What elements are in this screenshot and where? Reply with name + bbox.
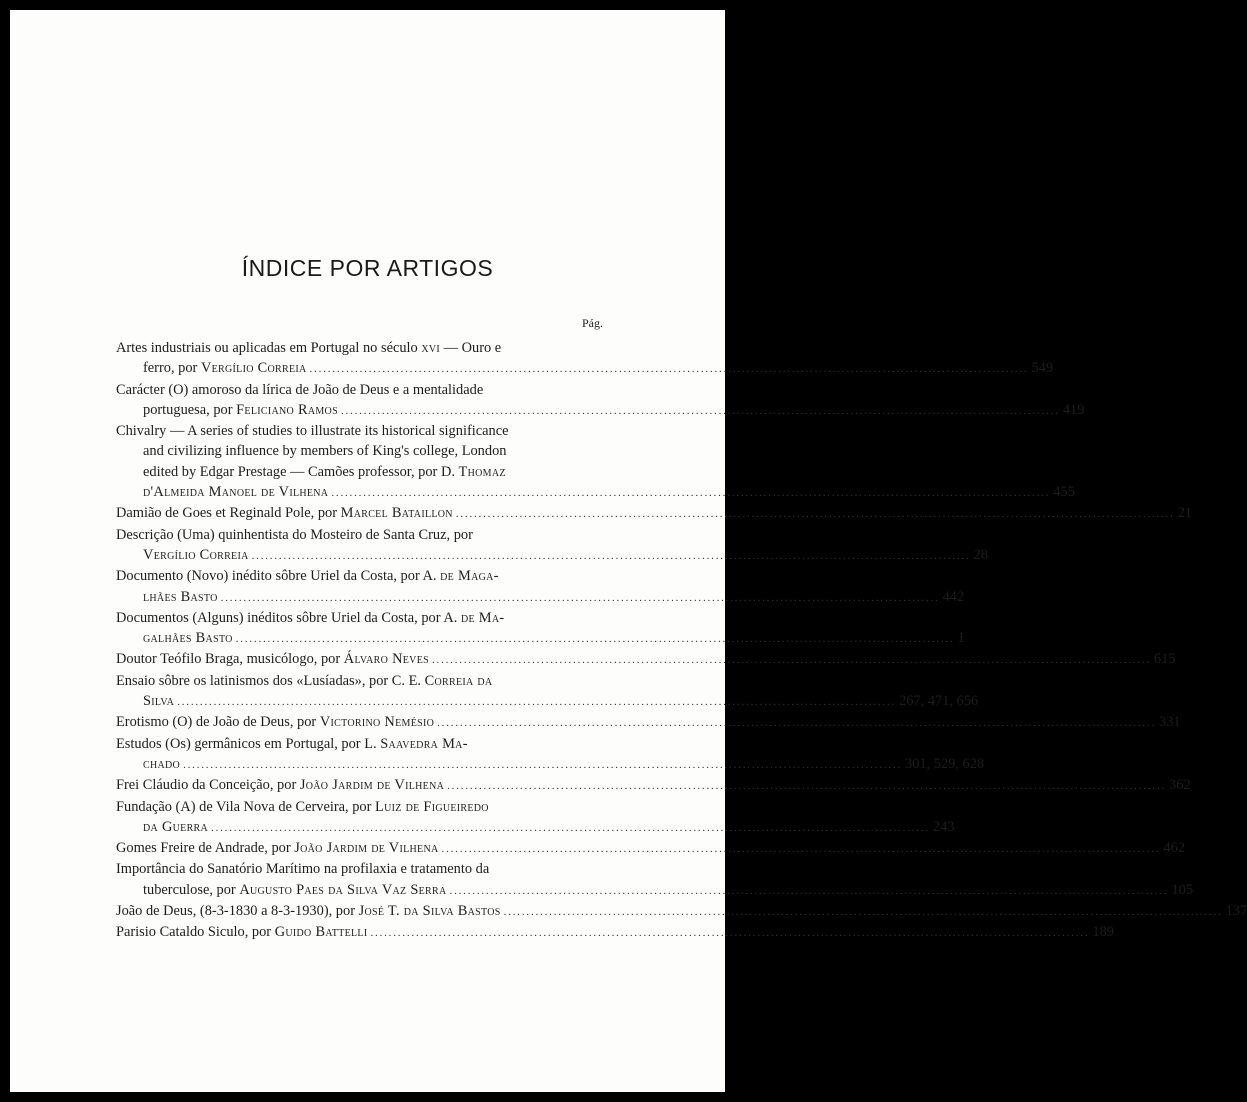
entry-text: [116, 380, 483, 400]
entry-text: [143, 880, 447, 900]
entry-text: [143, 400, 338, 420]
entry-text: [116, 338, 501, 358]
index-entry: [116, 380, 1085, 422]
dot-leader: [183, 755, 902, 775]
author-name: Augusto Paes da Silva Vaz Serra: [239, 881, 447, 898]
entry-text-segment: Parisio Cataldo Siculo, por: [116, 924, 275, 941]
entry-text-segment: tuberculose, por: [143, 881, 240, 898]
entry-line: [116, 338, 603, 358]
author-name: xvi: [421, 340, 441, 356]
entry-line: [116, 817, 955, 838]
entry-line: [116, 859, 603, 879]
entry-line: [116, 838, 1186, 859]
dot-leader: [310, 359, 1029, 379]
page-number: 362: [1169, 777, 1191, 794]
page-column-label: Pág.: [582, 316, 603, 330]
author-name: Marcel Bataillon: [340, 505, 453, 522]
entry-text-segment: Gomes Freire de Andrade, por: [116, 840, 295, 857]
entry-text-segment: Frei Cláudio da Conceição, por: [116, 777, 300, 794]
entry-line: [116, 482, 1075, 503]
entry-text-segment: Documento (Novo) inédito sôbre Uriel da Costa, por A.: [116, 568, 441, 585]
page-number: 462: [1163, 840, 1186, 857]
index-entry: [116, 734, 985, 776]
author-name: Feliciano Ramos: [236, 401, 338, 418]
page-number: 549: [1031, 360, 1054, 377]
entry-line: [116, 734, 603, 754]
index-entry: [116, 797, 955, 839]
page-number: 189: [1092, 924, 1114, 941]
entry-line: [116, 671, 603, 691]
entry-line: [116, 503, 1193, 524]
entry-line: [116, 462, 603, 482]
entry-text: [143, 754, 180, 774]
index-entry: [116, 671, 979, 713]
entry-text-segment: Chivalry — A series of studies to illustrate its historical significance: [116, 423, 509, 440]
entry-text: [143, 628, 233, 648]
entry-text: [116, 649, 429, 669]
page-number: 301, 529, 628: [904, 755, 985, 772]
entry-text: [116, 859, 489, 879]
dot-leader: [221, 588, 940, 608]
document-page: [10, 10, 1247, 1092]
page-number: 137: [1225, 903, 1247, 920]
page-number: 419: [1062, 401, 1085, 418]
index-entry: [116, 922, 1114, 943]
entry-text-segment: Estudos (Os) germânicos em Portugal, por L.: [116, 735, 381, 752]
index-entry: [116, 525, 988, 567]
author-name: da Guerra: [143, 818, 209, 835]
author-name: Saavedra Ma-: [380, 735, 468, 752]
entry-line: [116, 880, 1194, 901]
entry-text-segment: Doutor Teófilo Braga, musicólogo, por: [116, 651, 344, 668]
index-entry: [116, 649, 1176, 670]
page-number: 267, 471, 656: [899, 693, 979, 710]
entry-line: [116, 608, 603, 628]
entry-line: [116, 754, 985, 775]
dot-leader: [331, 483, 1050, 503]
entry-line: [116, 628, 965, 649]
entry-text-segment: Damião de Goes et Reginald Pole, por: [116, 505, 341, 522]
entry-text: [116, 566, 499, 586]
page-number: 442: [942, 588, 965, 605]
entry-line: [116, 901, 1247, 922]
dot-leader: [442, 839, 1161, 859]
author-name: Vergílio Correia: [143, 546, 249, 563]
index-entry: [116, 566, 965, 608]
entry-line: [116, 566, 603, 586]
entry-line: [116, 691, 979, 712]
entry-line: [116, 649, 1176, 670]
entry-text: [116, 608, 504, 628]
author-name: Luiz de Figueiredo: [375, 798, 489, 815]
index-title: ÍNDICE POR ARTIGOS: [241, 255, 494, 281]
author-name: Vergílio Correia: [200, 360, 307, 377]
entry-text-segment: ferro, por: [143, 360, 201, 377]
author-name: Thomaz: [458, 463, 506, 480]
entry-line: [116, 525, 603, 545]
entry-text: [143, 817, 208, 837]
entry-text-segment: and civilizing influence by members of King's college, London: [143, 443, 507, 460]
index-entry: [116, 901, 1247, 922]
entry-text: [143, 587, 218, 607]
dot-leader: [437, 713, 1156, 733]
entry-line: [116, 712, 1181, 733]
entry-text: [116, 421, 508, 441]
dot-leader: [252, 546, 971, 566]
entry-text-segment: Descrição (Uma) quinhentista do Mosteiro de Santa Cruz, por: [116, 526, 473, 543]
index-entry: [116, 608, 965, 650]
dot-leader: [341, 401, 1060, 421]
entry-text: [116, 901, 501, 921]
entry-text: [116, 503, 453, 523]
entry-line: [116, 775, 1191, 796]
entry-text: [116, 671, 492, 691]
index-entry: [116, 503, 1193, 524]
dot-leader: [211, 818, 930, 838]
entry-text: [116, 797, 489, 817]
page-number: 331: [1159, 714, 1181, 731]
entry-line: [116, 421, 603, 441]
entry-line: [116, 587, 965, 608]
dot-leader: [432, 650, 1151, 670]
page-number: 28: [973, 546, 988, 563]
author-name: Silva: [143, 693, 175, 710]
entry-text-segment: Artes industriais ou aplicadas em Portugal no século: [116, 340, 422, 356]
entry-text: [143, 358, 307, 378]
author-name: Guido Battelli: [274, 924, 368, 941]
page-number: 615: [1153, 651, 1176, 668]
index-entry: [116, 775, 1191, 796]
dot-leader: [236, 629, 955, 649]
entry-text-segment: Ensaio sôbre os latinismos dos «Lusíadas», por C. E.: [116, 672, 425, 689]
entry-text: [143, 462, 506, 482]
index-entry: [116, 338, 1054, 380]
entry-text-segment: Erotismo (O) de João de Deus, por: [116, 714, 320, 731]
entry-line: [116, 545, 988, 566]
page-number: 21: [1177, 505, 1193, 522]
entry-text-segment: Documentos (Alguns) inéditos sôbre Uriel da Costa, por A.: [116, 609, 461, 626]
dot-leader: [450, 881, 1169, 901]
dot-leader: [447, 776, 1166, 796]
author-name: chado: [143, 755, 181, 772]
entry-text-segment: Importância do Sanatório Marítimo na profilaxia e tratamento da: [116, 861, 490, 878]
entry-line: [116, 400, 1085, 421]
entry-line: [116, 922, 1114, 943]
entry-line: [116, 797, 603, 817]
index-entry: [116, 421, 1075, 503]
dot-leader: [177, 692, 896, 712]
entry-text: [116, 525, 473, 545]
author-name: galhães Basto: [143, 630, 233, 647]
article-index-list: [116, 338, 1247, 944]
author-name: d'Almeida Manoel de Vilhena: [143, 484, 329, 501]
entry-text-segment: Carácter (O) amoroso da lírica de João de Deus e a mentalidade: [116, 381, 484, 398]
entry-text: [116, 734, 468, 754]
author-name: lhães Basto: [143, 588, 218, 605]
entry-text: [143, 441, 506, 461]
entry-text-segment: portuguesa, por: [143, 401, 237, 418]
page-number: 1: [957, 630, 965, 647]
page-number: 105: [1171, 881, 1194, 898]
author-name: João Jardim de Vilhena: [294, 840, 439, 857]
dot-leader: [370, 923, 1089, 943]
entry-text: [116, 775, 444, 795]
page-number: 455: [1053, 484, 1075, 501]
author-name: João Jardim de Vilhena: [299, 777, 445, 794]
author-name: Correia da: [424, 672, 493, 689]
author-name: Victorino Nemésio: [319, 714, 435, 731]
entry-text: [116, 922, 367, 942]
page-number: 243: [932, 818, 955, 835]
entry-text: [143, 691, 174, 711]
author-name: de Maga-: [440, 568, 499, 585]
entry-text-segment: edited by Edgar Prestage — Camões professor, por D.: [143, 463, 459, 480]
author-name: José T. da Silva Bastos: [358, 903, 501, 920]
index-entry: [116, 859, 1194, 901]
entry-line: [116, 380, 603, 400]
entry-line: [116, 441, 603, 461]
dot-leader: [456, 504, 1175, 524]
entry-text: [116, 712, 434, 732]
entry-line: [116, 358, 1054, 379]
entry-text-segment: Fundação (A) de Vila Nova de Cerveira, por: [116, 798, 376, 815]
index-entry: [116, 838, 1186, 859]
entry-text: [143, 482, 328, 502]
entry-text-segment: — Ouro e: [440, 340, 502, 356]
index-entry: [116, 712, 1181, 733]
entry-text-segment: João de Deus, (8-3-1830 a 8-3-1930), por: [116, 903, 359, 920]
entry-text: [143, 545, 249, 565]
author-name: de Ma-: [460, 609, 505, 626]
author-name: Álvaro Neves: [343, 651, 429, 668]
entry-text: [116, 838, 439, 858]
dot-leader: [504, 902, 1223, 922]
